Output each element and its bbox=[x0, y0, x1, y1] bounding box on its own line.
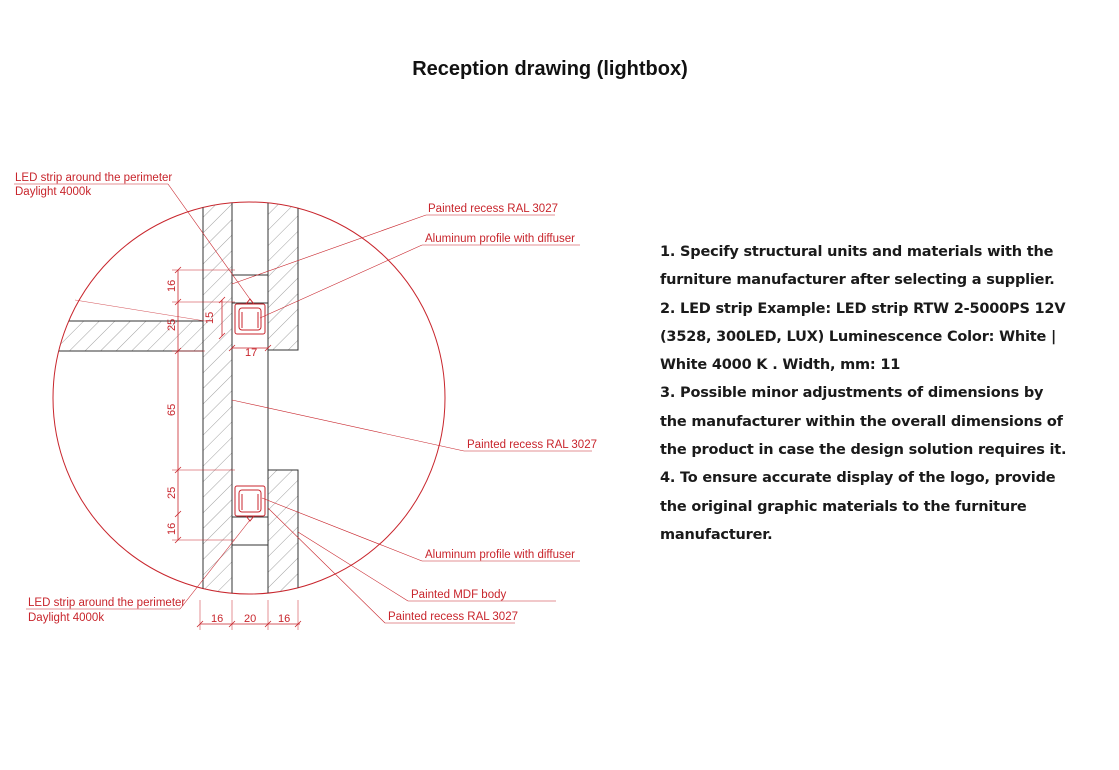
label-aluminum-top: Aluminum profile with diffuser bbox=[425, 233, 575, 245]
note-3: 3. Possible minor adjustments of dimensions by the manufacturer within the overall dimensions of the product in case the design solution requires it. bbox=[660, 385, 1067, 459]
notes-block bbox=[660, 238, 1070, 549]
label-led-bottom-line1: LED strip around the perimeter bbox=[28, 597, 186, 609]
right-panel-bottom bbox=[268, 470, 298, 600]
label-recess-bottom: Painted recess RAL 3027 bbox=[388, 611, 518, 623]
dim-16-top: 16 bbox=[166, 279, 178, 292]
right-panel-top bbox=[268, 200, 298, 350]
profile-top bbox=[235, 299, 265, 334]
dim-width-20: 20 bbox=[244, 613, 257, 625]
label-recess-top: Painted recess RAL 3027 bbox=[428, 203, 558, 215]
label-mdf-body: Painted MDF body bbox=[411, 589, 507, 601]
note-1: 1. Specify structural units and materials with the furniture manufacturer after selecting a supplier. bbox=[660, 244, 1055, 289]
label-led-top-line1: LED strip around the perimeter bbox=[15, 172, 173, 184]
profile-bottom bbox=[235, 486, 265, 521]
dim-width-16-right: 16 bbox=[278, 613, 291, 625]
dim-25-top: 25 bbox=[166, 318, 178, 331]
dim-15: 15 bbox=[204, 311, 216, 324]
label-led-top-line2: Daylight 4000k bbox=[15, 186, 92, 198]
dim-16-bottom: 16 bbox=[166, 522, 178, 535]
label-aluminum-bottom: Aluminum profile with diffuser bbox=[425, 549, 575, 561]
note-4: 4. To ensure accurate display of the logo, provide the original graphic materials to the furniture manufacturer. bbox=[660, 470, 1056, 543]
dim-17: 17 bbox=[245, 347, 258, 359]
shelf-panel bbox=[40, 318, 203, 351]
dim-width-16-left: 16 bbox=[211, 613, 224, 625]
label-recess-mid: Painted recess RAL 3027 bbox=[467, 439, 597, 451]
dim-65: 65 bbox=[166, 403, 178, 416]
label-led-bottom-line2: Daylight 4000k bbox=[28, 612, 105, 624]
page-title: Reception drawing (lightbox) bbox=[412, 58, 688, 80]
note-2: 2. LED strip Example: LED strip RTW 2-5000PS 12V (3528, 300LED, LUX) Luminescence Color: White | White 4000 K . Width, mm: 11 bbox=[660, 300, 1066, 374]
dim-25-bottom: 25 bbox=[166, 486, 178, 499]
